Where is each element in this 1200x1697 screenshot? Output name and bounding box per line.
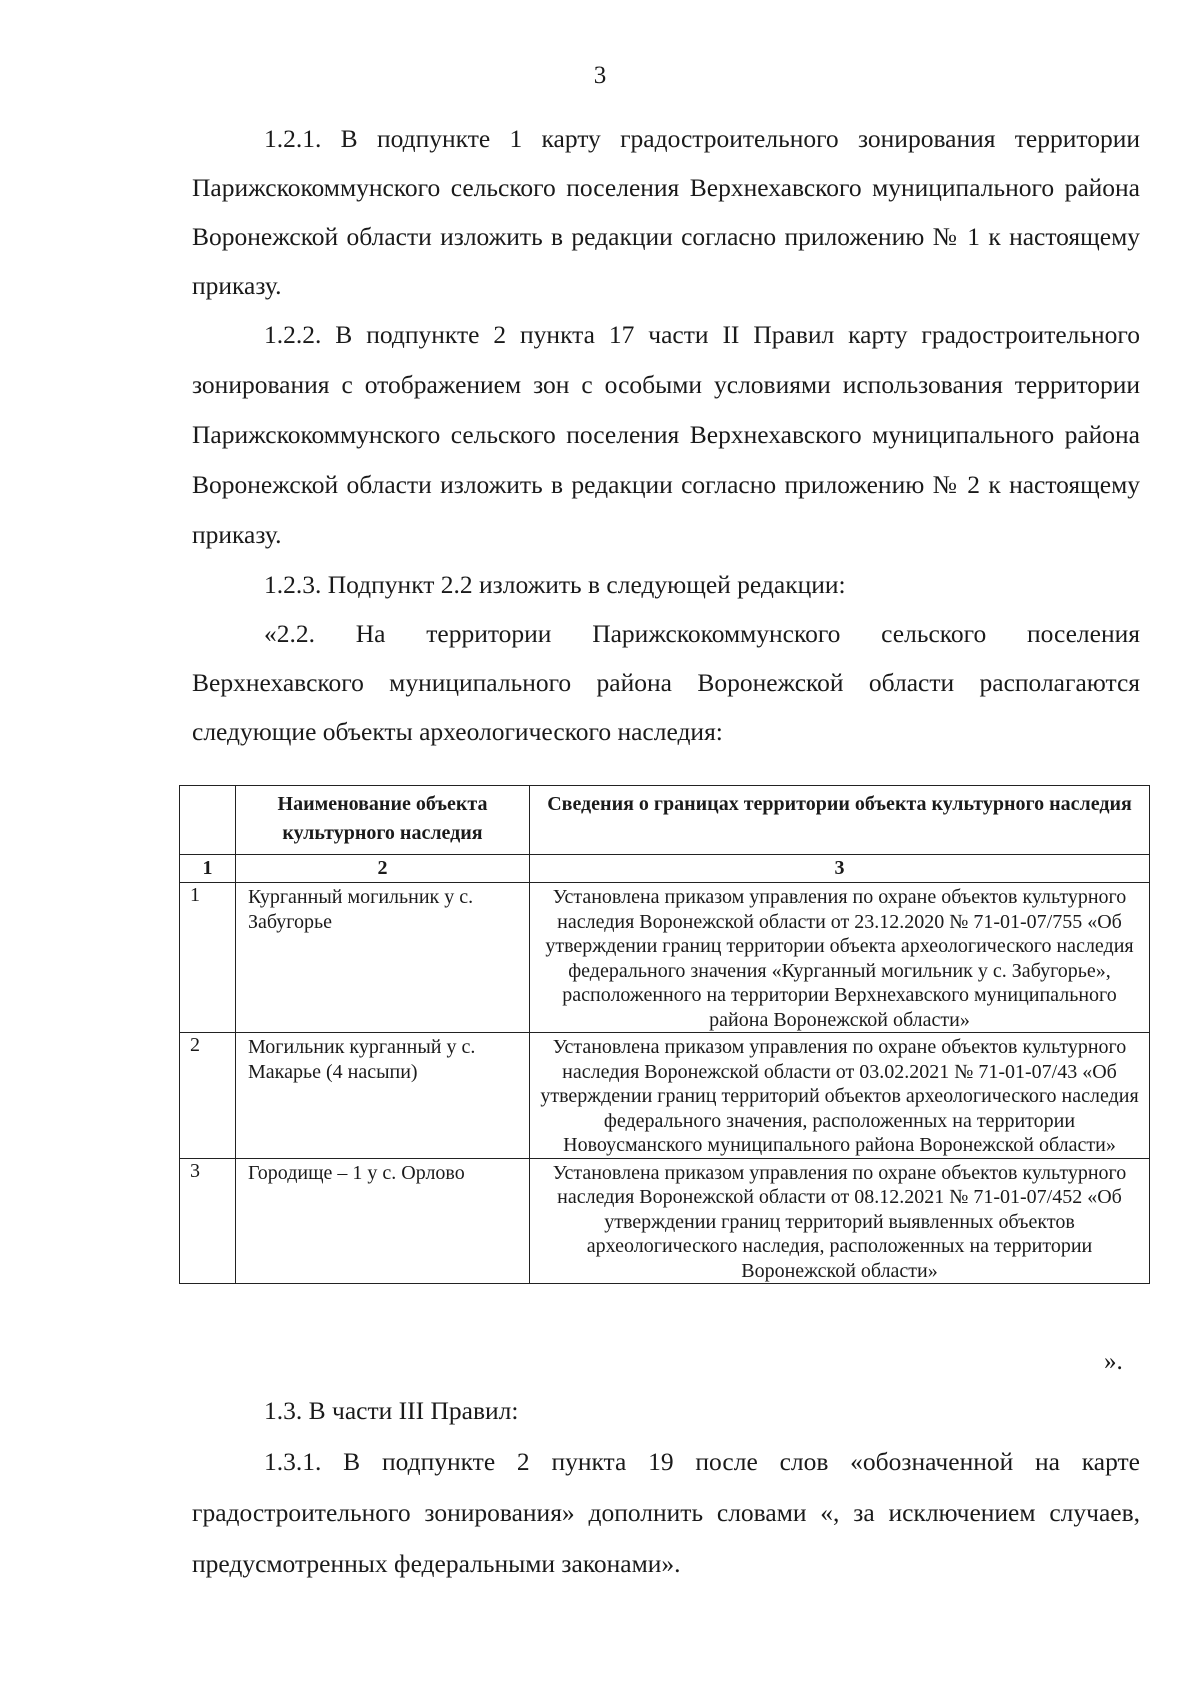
- object-name: Городище – 1 у с. Орлово: [236, 1158, 530, 1284]
- boundary-info: Установлена приказом управления по охране объектов культурного наследия Воронежской области от 03.02.2021 № 71-01-07/43 «Об утверждении границ территорий объектов археологического наследия федерального значения, расположенных на территории Новоусманского муниципального района Воронежской области»: [530, 1033, 1150, 1159]
- table-row: [180, 1033, 1150, 1159]
- paragraph-1-2-2: 1.2.2. В подпункте 2 пункта 17 части II Правил карту градостроительного зонирования с отображением зон с особыми условиями использования территории Парижскокоммунского сельского поселения Верхнехавского муниципального района Воронежской области изложить в редакции согласно приложению № 2 к настоящему приказу.: [192, 320, 1140, 549]
- paragraph-1-3-1: 1.3.1. В подпункте 2 пункта 19 после слов «обозначенной на карте градостроительного зонирования» дополнить словами «, за исключением случаев, предусмотренных федеральными законами».: [192, 1447, 1140, 1578]
- row-number: 1: [180, 883, 236, 1033]
- paragraph-2-2-quote: «2.2. На территории Парижскокоммунского сельского поселения Верхнехавского муниципального района Воронежской области располагаются следующие объекты археологического наследия:: [192, 619, 1140, 746]
- paragraph-1-2-3: 1.2.3. Подпункт 2.2 изложить в следующей редакции:: [264, 570, 846, 599]
- body-text: [192, 114, 1140, 756]
- row-number: 3: [180, 1158, 236, 1284]
- header-index: [180, 786, 236, 855]
- boundary-info: Установлена приказом управления по охране объектов культурного наследия Воронежской области от 23.12.2020 № 71-01-07/755 «Об утверждении границ территории объекта археологического наследия федерального значения «Курганный могильник у с. Забугорье», расположенного на территории Верхнехавского муниципального района Воронежской области»: [530, 883, 1150, 1033]
- boundary-info: Установлена приказом управления по охране объектов культурного наследия Воронежской области от 08.12.2021 № 71-01-07/452 «Об утверждении границ территорий выявленных объектов археологического наследия, расположенных на территории Воронежской области»: [530, 1158, 1150, 1284]
- table-row: [180, 1158, 1150, 1284]
- row-number: 2: [180, 1033, 236, 1159]
- paragraph-1-2-1: 1.2.1. В подпункте 1 карту градостроительного зонирования территории Парижскокоммунского сельского поселения Верхнехавского муниципального района Воронежской области изложить в редакции согласно приложению № 1 к настоящему приказу.: [192, 124, 1140, 300]
- column-number-row: [180, 855, 1150, 883]
- column-number: 2: [236, 855, 530, 883]
- column-number: 1: [180, 855, 236, 883]
- paragraph-1-3: 1.3. В части III Правил:: [264, 1396, 519, 1425]
- closing-quote-mark: ».: [1104, 1348, 1123, 1375]
- heritage-table: [179, 785, 1150, 1284]
- lower-body-text: [192, 1385, 1140, 1589]
- page-number: 3: [593, 62, 607, 89]
- table-row: [180, 883, 1150, 1033]
- object-name: Курганный могильник у с. Забугорье: [236, 883, 530, 1033]
- header-object-name: Наименование объекта культурного наследия: [236, 786, 530, 855]
- object-name: Могильник курганный у с. Макарье (4 насыпи): [236, 1033, 530, 1159]
- table-header-row: [180, 786, 1150, 855]
- column-number: 3: [530, 855, 1150, 883]
- header-boundary-info: Сведения о границах территории объекта культурного наследия: [530, 786, 1150, 855]
